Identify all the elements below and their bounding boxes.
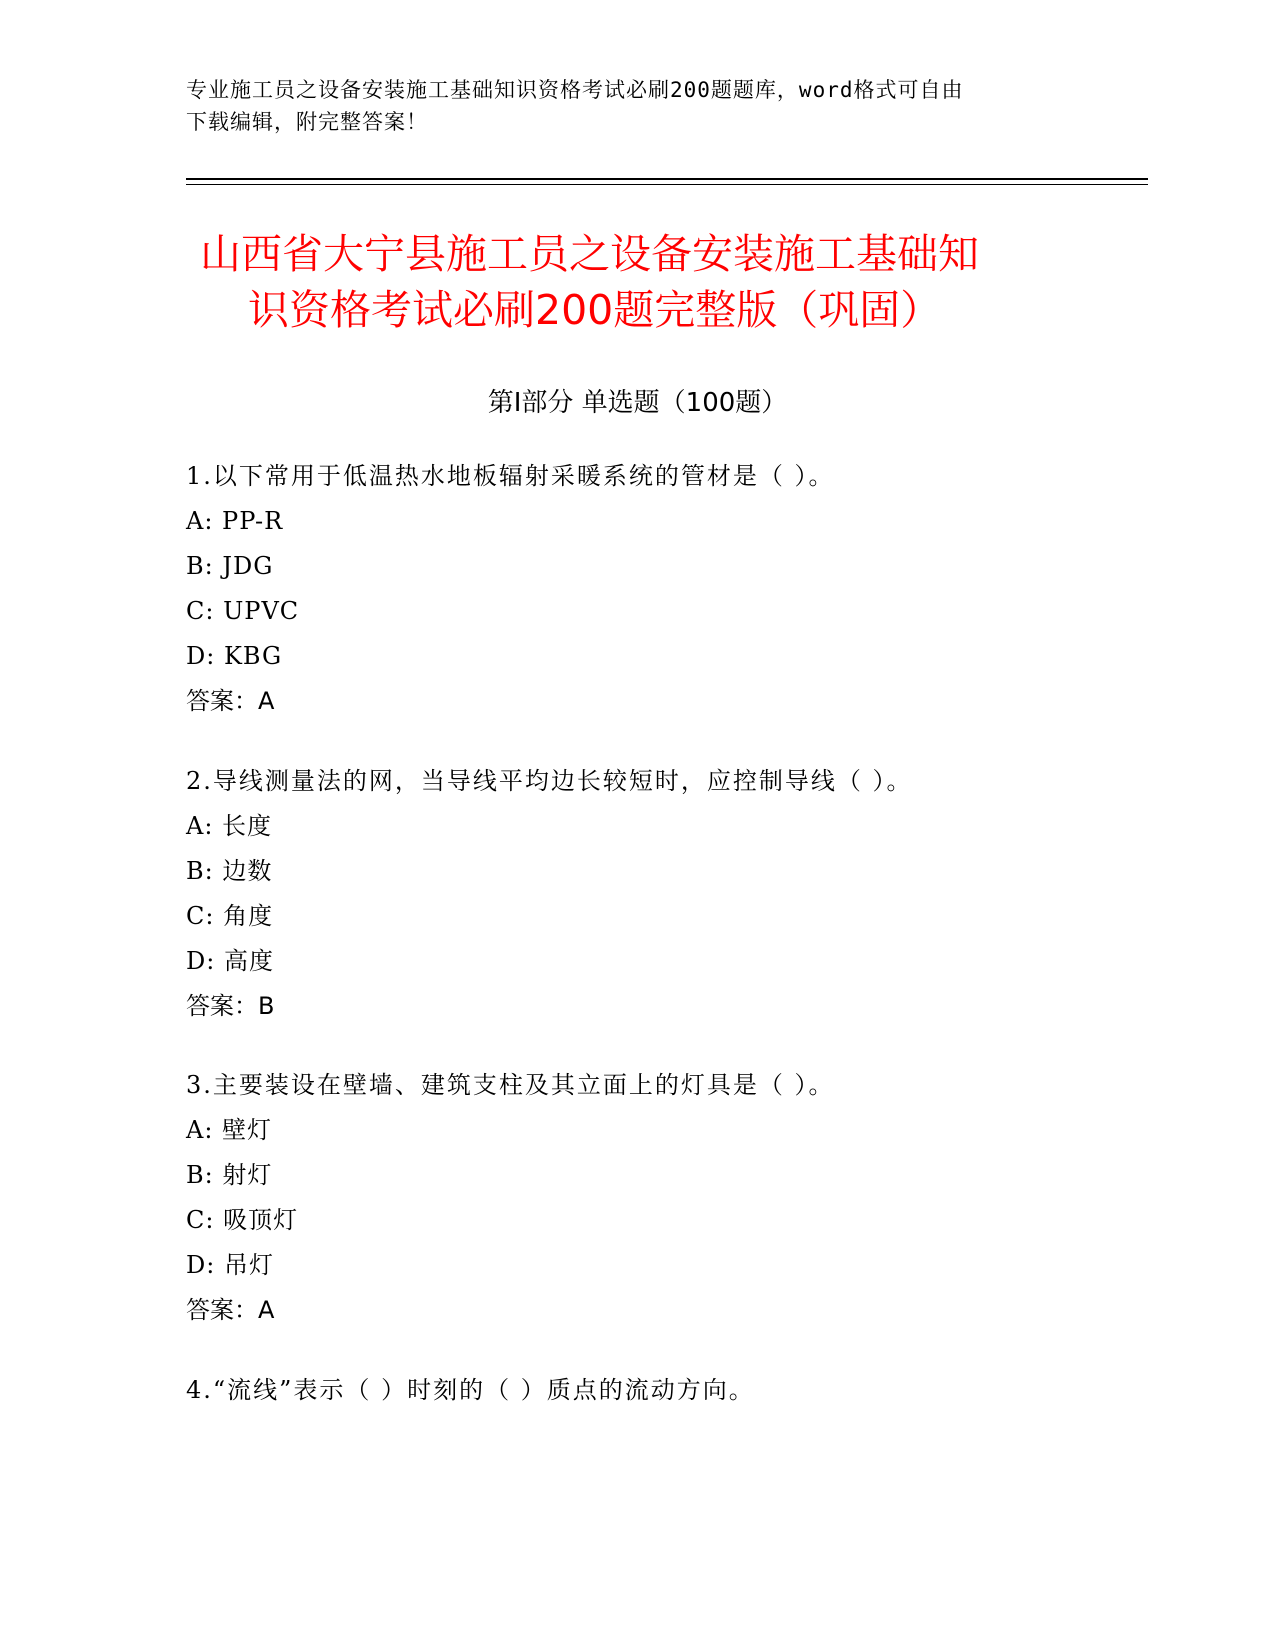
option-b: B: 边数: [186, 857, 273, 885]
question-stem: 2.导线测量法的网，当导线平均边长较短时，应控制导线（ ）。: [186, 767, 913, 795]
option-d: D: 高度: [186, 947, 274, 975]
option-b: B: 射灯: [186, 1161, 273, 1189]
option-c: C: UPVC: [186, 597, 300, 625]
option-a: A: 长度: [186, 812, 273, 840]
question-item: [186, 1070, 1146, 1325]
question-item: [186, 461, 1146, 716]
question-stem: 1.以下常用于低温热水地板辐射采暖系统的管材是（ ）。: [186, 462, 835, 490]
header-divider-thin: [186, 184, 1148, 185]
answer-label: 答案：A: [186, 1296, 275, 1324]
option-c: C: 吸顶灯: [186, 1206, 299, 1234]
option-d: D: KBG: [186, 642, 283, 670]
header-note-line2: 下载编辑，附完整答案！: [186, 110, 428, 134]
document-title: [200, 226, 1100, 338]
option-a: A: 壁灯: [186, 1116, 273, 1144]
question-stem: 3.主要装设在壁墙、建筑支柱及其立面上的灯具是（ ）。: [186, 1071, 835, 1099]
option-c: C: 角度: [186, 902, 274, 930]
question-stem: 4.“流线”表示（ ）时刻的（ ）质点的流动方向。: [186, 1376, 755, 1404]
question-item: [186, 766, 1146, 1021]
option-b: B: JDG: [186, 552, 274, 580]
question-item: [186, 1375, 1146, 1420]
document-title-line1: 山西省大宁县施工员之设备安装施工基础知: [200, 230, 979, 278]
section-heading: 第Ⅰ部分 单选题（100题）: [487, 388, 788, 418]
option-d: D: 吊灯: [186, 1251, 274, 1279]
header-note-line1: 专业施工员之设备安装施工基础知识资格考试必刷200题题库，word格式可自由: [186, 78, 964, 102]
answer-label: 答案：B: [186, 992, 275, 1020]
answer-label: 答案：A: [186, 687, 275, 715]
option-a: A: PP-R: [186, 507, 284, 535]
header-divider-thick: [186, 178, 1148, 180]
document-title-line2: 识资格考试必刷200题完整版（巩固）: [248, 286, 942, 334]
header-note: [186, 74, 1066, 138]
